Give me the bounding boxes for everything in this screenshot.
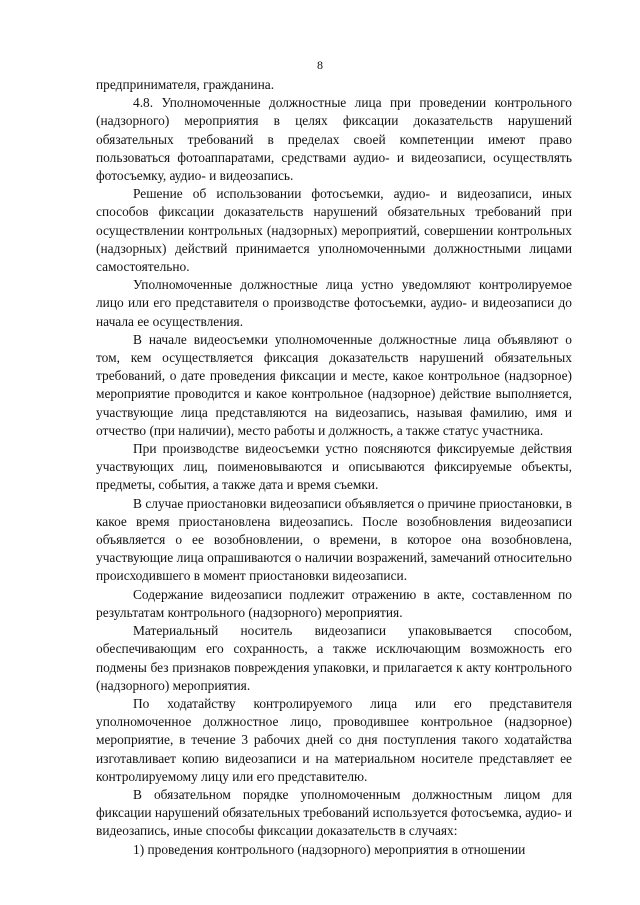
paragraph-clause-4-8: 4.8. Уполномоченные должностные лица при проведении контрольного (надзорного) мероприятия в целях фиксации доказательств нарушений обязательных требований в пределах своей компетенции имеют право пользоваться фотоаппаратами, средствами аудио- и видеозаписи, осуществлять фотосъемку, аудио- и видеозапись.: [96, 95, 572, 184]
paragraph-during-video: При производстве видеосъемки устно поясняются фиксируемые действия участвующих лиц, поименовываются и описываются фиксируемые объекты, предметы, события, а также дата и время съемки.: [96, 441, 572, 493]
paragraph-copy-request: По ходатайству контролируемого лица или его представителя уполномоченное должностное лицо, проводившее контрольное (надзорное) мероприятие, в течение 3 рабочих дней со дня поступления такого ходатайства изготавливает копию видеозаписи и на материальном носителе представляет ее контролируемому лицу или его представителю.: [96, 695, 572, 784]
paragraph-video-content: Содержание видеозаписи подлежит отражению в акте, составленном по результатам контрольного (надзорного) мероприятия.: [96, 586, 572, 620]
paragraph-video-pause: В случае приостановки видеозаписи объявляется о причине приостановки, в какое время приостановлена видеозапись. После возобновления видеозаписи объявляется о ее возобновлении, о времени, в которое она возобновлена, участвующие лица опрашиваются о наличии возражений, замечаний относительно происходившего в момент приостановки видеозаписи.: [96, 495, 572, 584]
paragraph-continuation: предпринимателя, гражданина.: [96, 77, 275, 92]
paragraph-oral-notification: Уполномоченные должностные лица устно уведомляют контролируемое лицо или его представителя о производстве фотосъемки, аудио- и видеозаписи до начала ее осуществления.: [96, 277, 572, 329]
list-item-1: 1) проведения контрольного (надзорного) мероприятия в отношении: [133, 841, 526, 857]
page-body: [96, 76, 572, 859]
page-number: 8: [317, 58, 323, 72]
paragraph-start-of-video: В начале видеосъемки уполномоченные должностные лица объявляют о том, кем осуществляется фиксация доказательств нарушений обязательных требований, о дате проведения фиксации и месте, какое контрольное (надзорное) мероприятие проводится и какое контрольное (надзорное) действие выполняется, участвующие лица представляются на видеозапись, называя фамилию, имя и отчество (при наличии), место работы и должность, а также статус участника.: [96, 331, 572, 438]
paragraph-mandatory-recording: В обязательном порядке уполномоченным должностным лицом для фиксации нарушений обязательных требований используется фотосъемка, аудио- и видеозапись, иные способы фиксации доказательств в случаях:: [96, 786, 572, 839]
paragraph-storage-medium: Материальный носитель видеозаписи упаковывается способом, обеспечивающим его сохранность, а также исключающим возможность его подмены без признаков повреждения упаковки, и прилагается к акту контрольного (надзорного) мероприятия.: [96, 623, 572, 693]
paragraph-decision-on-recording: Решение об использовании фотосъемки, аудио- и видеозаписи, иных способов фиксации доказательств нарушений обязательных требований при осуществлении контрольных (надзорных) мероприятий, совершении контрольных (надзорных) действий принимается уполномоченными должностными лицами самостоятельно.: [96, 186, 572, 275]
